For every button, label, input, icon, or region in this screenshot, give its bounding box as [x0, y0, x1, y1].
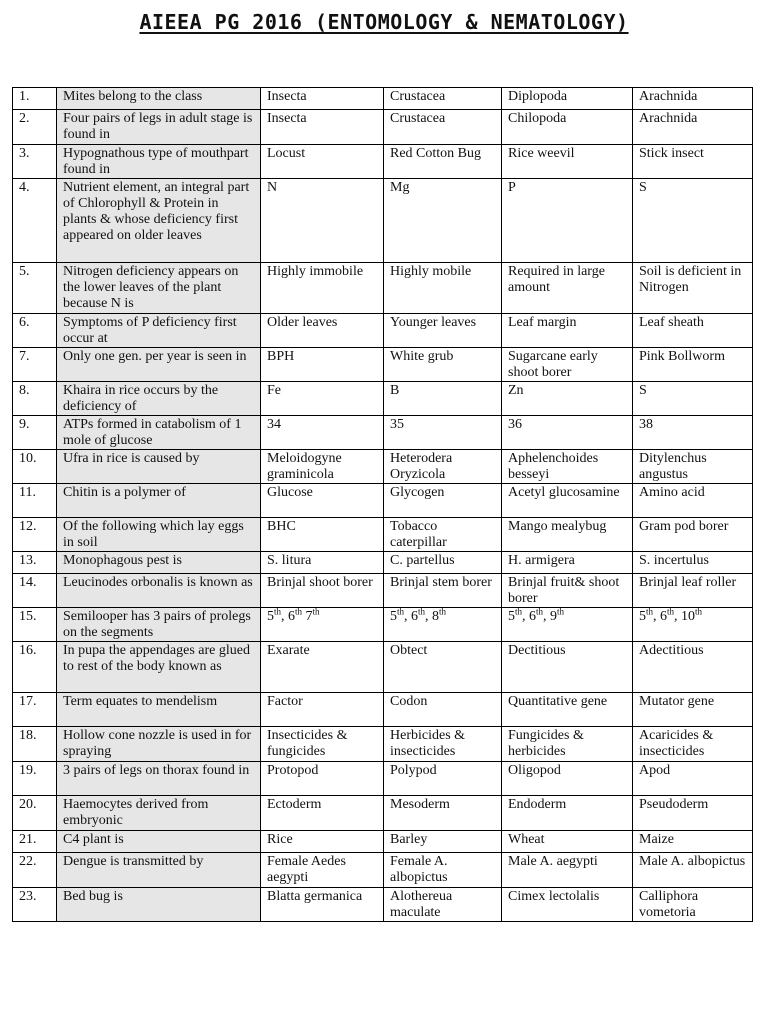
table-row — [13, 831, 753, 853]
answer-option: Maize — [633, 831, 753, 853]
answer-option: Ectoderm — [261, 796, 384, 831]
answer-option: BPH — [261, 348, 384, 382]
table-row — [13, 382, 753, 416]
question-text: Khaira in rice occurs by the deficiency of — [57, 382, 261, 416]
question-text: Only one gen. per year is seen in — [57, 348, 261, 382]
table-row — [13, 796, 753, 831]
question-number: 10. — [13, 450, 57, 484]
answer-option: Mango mealybug — [502, 518, 633, 552]
answer-option: Male A. albopictus — [633, 853, 753, 888]
answer-option: Pseudoderm — [633, 796, 753, 831]
option-text: , 6 — [522, 609, 537, 624]
table-row — [13, 762, 753, 796]
answer-option: Crustacea — [384, 110, 502, 145]
question-number: 5. — [13, 263, 57, 314]
question-number: 9. — [13, 416, 57, 450]
answer-option: 35 — [384, 416, 502, 450]
ordinal-suffix: th — [515, 607, 523, 617]
answer-option — [502, 608, 633, 642]
answer-option: S. litura — [261, 552, 384, 574]
question-text: ATPs formed in catabolism of 1 mole of glucose — [57, 416, 261, 450]
question-number: 12. — [13, 518, 57, 552]
answer-option: Fe — [261, 382, 384, 416]
answer-option: Mutator gene — [633, 693, 753, 727]
table-row — [13, 518, 753, 552]
question-number: 23. — [13, 888, 57, 922]
table-row — [13, 314, 753, 348]
question-table-body — [13, 88, 753, 922]
answer-option: Adectitious — [633, 642, 753, 693]
question-number: 2. — [13, 110, 57, 145]
page-title: AIEEA PG 2016 (ENTOMOLOGY & NEMATOLOGY) — [139, 10, 629, 34]
answer-option: Alothereua maculate — [384, 888, 502, 922]
question-text: Ufra in rice is caused by — [57, 450, 261, 484]
ordinal-suffix: th — [667, 607, 675, 617]
question-number: 11. — [13, 484, 57, 518]
table-row — [13, 642, 753, 693]
question-number: 1. — [13, 88, 57, 110]
question-text: Chitin is a polymer of — [57, 484, 261, 518]
question-number: 7. — [13, 348, 57, 382]
answer-option: BHC — [261, 518, 384, 552]
answer-option: Mg — [384, 179, 502, 263]
answer-option: Rice — [261, 831, 384, 853]
answer-option: Wheat — [502, 831, 633, 853]
ordinal-suffix: th — [274, 607, 282, 617]
answer-option: Brinjal stem borer — [384, 574, 502, 608]
table-row — [13, 416, 753, 450]
answer-option: Female Aedes aegypti — [261, 853, 384, 888]
question-number: 6. — [13, 314, 57, 348]
answer-option: Diplopoda — [502, 88, 633, 110]
table-row — [13, 450, 753, 484]
answer-option: Required in large amount — [502, 263, 633, 314]
question-text: Monophagous pest is — [57, 552, 261, 574]
question-text: Of the following which lay eggs in soil — [57, 518, 261, 552]
answer-option: Soil is deficient in Nitrogen — [633, 263, 753, 314]
table-row — [13, 88, 753, 110]
answer-option: Endoderm — [502, 796, 633, 831]
question-number: 16. — [13, 642, 57, 693]
answer-option: Quantitative gene — [502, 693, 633, 727]
ordinal-suffix: th — [439, 607, 447, 617]
answer-option: Exarate — [261, 642, 384, 693]
question-number: 13. — [13, 552, 57, 574]
table-row — [13, 145, 753, 179]
ordinal-suffix: th — [418, 607, 426, 617]
answer-option: Glycogen — [384, 484, 502, 518]
option-text: 5 — [508, 609, 515, 624]
answer-option: Codon — [384, 693, 502, 727]
ordinal-suffix: th — [646, 607, 654, 617]
question-text: Four pairs of legs in adult stage is found in — [57, 110, 261, 145]
answer-option: Crustacea — [384, 88, 502, 110]
question-table — [12, 87, 753, 922]
ordinal-suffix: th — [397, 607, 405, 617]
question-text: Haemocytes derived from embryonic — [57, 796, 261, 831]
table-row — [13, 179, 753, 263]
question-text: Leucinodes orbonalis is known as — [57, 574, 261, 608]
question-text: Hollow cone nozzle is used in for spraying — [57, 727, 261, 762]
table-row — [13, 727, 753, 762]
question-text: Term equates to mendelism — [57, 693, 261, 727]
answer-option: Fungicides & herbicides — [502, 727, 633, 762]
table-row — [13, 608, 753, 642]
answer-option: Brinjal fruit& shoot borer — [502, 574, 633, 608]
answer-option: S — [633, 382, 753, 416]
ordinal-suffix: th — [295, 607, 303, 617]
answer-option: Older leaves — [261, 314, 384, 348]
answer-option: Insecta — [261, 110, 384, 145]
answer-option: Zn — [502, 382, 633, 416]
answer-option: Cimex lectolalis — [502, 888, 633, 922]
answer-option: P — [502, 179, 633, 263]
answer-option: Blatta germanica — [261, 888, 384, 922]
table-row — [13, 263, 753, 314]
answer-option: Chilopoda — [502, 110, 633, 145]
table-row — [13, 110, 753, 145]
ordinal-suffix: th — [312, 607, 320, 617]
answer-option: Leaf margin — [502, 314, 633, 348]
answer-option: S. incertulus — [633, 552, 753, 574]
table-row — [13, 348, 753, 382]
answer-option: White grub — [384, 348, 502, 382]
ordinal-suffix: th — [536, 607, 544, 617]
answer-option: 38 — [633, 416, 753, 450]
answer-option — [633, 608, 753, 642]
table-row — [13, 574, 753, 608]
answer-option: H. armigera — [502, 552, 633, 574]
answer-option: Barley — [384, 831, 502, 853]
option-text: 5 — [639, 609, 646, 624]
answer-option: Oligopod — [502, 762, 633, 796]
answer-option: Factor — [261, 693, 384, 727]
answer-option: Aphelenchoides besseyi — [502, 450, 633, 484]
answer-option: Insecta — [261, 88, 384, 110]
question-text: C4 plant is — [57, 831, 261, 853]
answer-option: S — [633, 179, 753, 263]
answer-option: 36 — [502, 416, 633, 450]
option-text: , 8 — [425, 609, 440, 624]
answer-option: Protopod — [261, 762, 384, 796]
question-number: 19. — [13, 762, 57, 796]
question-number: 4. — [13, 179, 57, 263]
question-text: Bed bug is — [57, 888, 261, 922]
question-text: Semilooper has 3 pairs of prolegs on the segments — [57, 608, 261, 642]
answer-option: Brinjal shoot borer — [261, 574, 384, 608]
answer-option — [384, 608, 502, 642]
answer-option: Acetyl glucosamine — [502, 484, 633, 518]
answer-option — [261, 608, 384, 642]
answer-option: Arachnida — [633, 88, 753, 110]
answer-option: Apod — [633, 762, 753, 796]
option-text: , 6 — [281, 609, 296, 624]
option-text: , 6 — [404, 609, 419, 624]
answer-option: 34 — [261, 416, 384, 450]
answer-option: Amino acid — [633, 484, 753, 518]
option-text: 7 — [302, 609, 313, 624]
option-text: , 9 — [543, 609, 558, 624]
table-row — [13, 693, 753, 727]
question-text: Nutrient element, an integral part of Chlorophyll & Protein in plants & whose deficiency first appeared on older leaves — [57, 179, 261, 263]
answer-option: Leaf sheath — [633, 314, 753, 348]
question-number: 15. — [13, 608, 57, 642]
question-text: Symptoms of P deficiency first occur at — [57, 314, 261, 348]
option-text: 5 — [390, 609, 397, 624]
option-text: , 10 — [674, 609, 696, 624]
question-number: 22. — [13, 853, 57, 888]
question-text: Dengue is transmitted by — [57, 853, 261, 888]
question-number: 8. — [13, 382, 57, 416]
answer-option: Younger leaves — [384, 314, 502, 348]
table-row — [13, 853, 753, 888]
table-row — [13, 484, 753, 518]
ordinal-suffix: th — [557, 607, 565, 617]
answer-option: B — [384, 382, 502, 416]
answer-option: C. partellus — [384, 552, 502, 574]
answer-option: Pink Bollworm — [633, 348, 753, 382]
answer-option: Highly mobile — [384, 263, 502, 314]
question-text: Hypognathous type of mouthpart found in — [57, 145, 261, 179]
answer-option: Tobacco caterpillar — [384, 518, 502, 552]
answer-option: Rice weevil — [502, 145, 633, 179]
answer-option: Glucose — [261, 484, 384, 518]
question-number: 20. — [13, 796, 57, 831]
question-text: In pupa the appendages are glued to rest of the body known as — [57, 642, 261, 693]
question-number: 17. — [13, 693, 57, 727]
answer-option: Heterodera Oryzicola — [384, 450, 502, 484]
answer-option: Meloidogyne graminicola — [261, 450, 384, 484]
question-number: 18. — [13, 727, 57, 762]
answer-option: Herbicides & insecticides — [384, 727, 502, 762]
answer-option: Acaricides & insecticides — [633, 727, 753, 762]
answer-option: Locust — [261, 145, 384, 179]
answer-option: Insecticides & fungicides — [261, 727, 384, 762]
question-text: Mites belong to the class — [57, 88, 261, 110]
answer-option: Dectitious — [502, 642, 633, 693]
option-text: 5 — [267, 609, 274, 624]
question-number: 3. — [13, 145, 57, 179]
answer-option: Polypod — [384, 762, 502, 796]
answer-option: Ditylenchus angustus — [633, 450, 753, 484]
question-number: 14. — [13, 574, 57, 608]
answer-option: Female A. albopictus — [384, 853, 502, 888]
answer-option: Brinjal leaf roller — [633, 574, 753, 608]
option-text: , 6 — [653, 609, 668, 624]
answer-option: Red Cotton Bug — [384, 145, 502, 179]
answer-option: Gram pod borer — [633, 518, 753, 552]
answer-option: Mesoderm — [384, 796, 502, 831]
ordinal-suffix: th — [695, 607, 703, 617]
question-text: 3 pairs of legs on thorax found in — [57, 762, 261, 796]
question-text: Nitrogen deficiency appears on the lower leaves of the plant because N is — [57, 263, 261, 314]
answer-option: Stick insect — [633, 145, 753, 179]
answer-option: Male A. aegypti — [502, 853, 633, 888]
table-row — [13, 552, 753, 574]
answer-option: Highly immobile — [261, 263, 384, 314]
question-number: 21. — [13, 831, 57, 853]
answer-option: N — [261, 179, 384, 263]
answer-option: Obtect — [384, 642, 502, 693]
answer-option: Sugarcane early shoot borer — [502, 348, 633, 382]
answer-option: Calliphora vometoria — [633, 888, 753, 922]
answer-option: Arachnida — [633, 110, 753, 145]
table-row — [13, 888, 753, 922]
